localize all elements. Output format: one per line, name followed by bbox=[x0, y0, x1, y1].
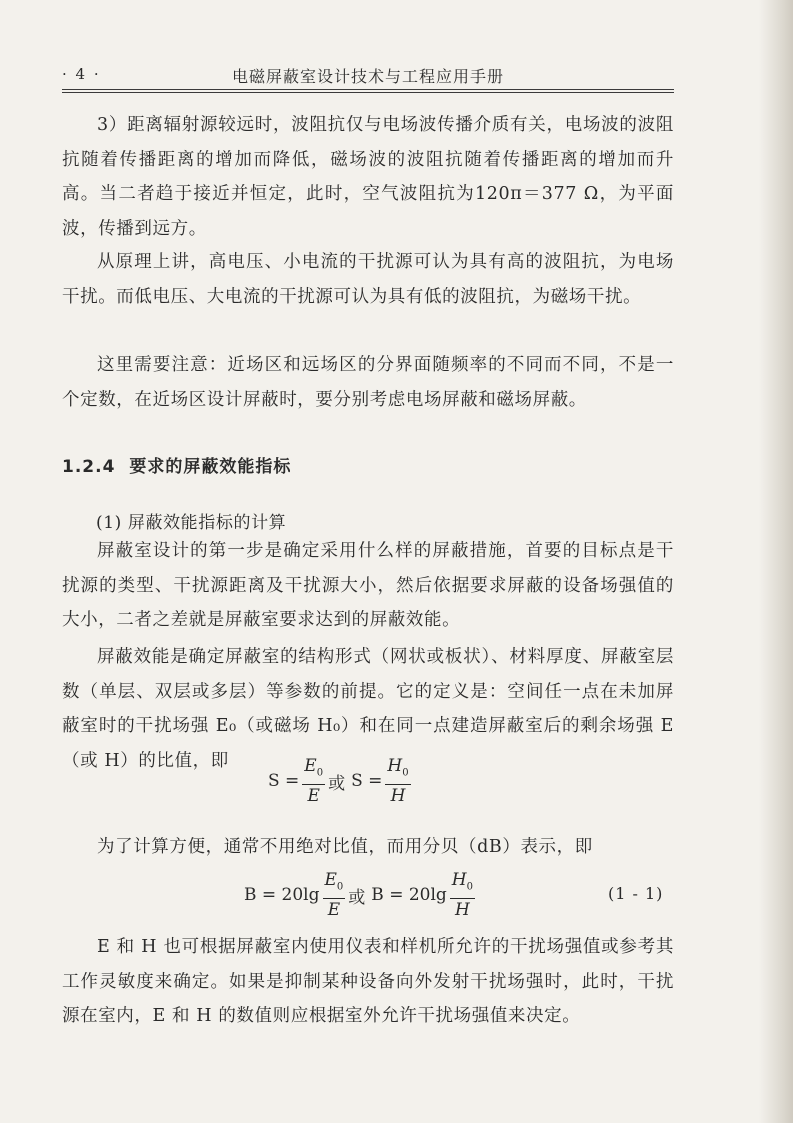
section-title: 要求的屏蔽效能指标 bbox=[129, 457, 292, 477]
running-header bbox=[62, 62, 674, 90]
header-rule-top bbox=[62, 89, 674, 90]
paragraph-principle: 从原理上讲，高电压、小电流的干扰源可认为具有高的波阻抗，为电场干扰。而低电压、大电流的干扰源可认为具有低的波阻抗，为磁场干扰。 bbox=[62, 252, 674, 307]
paragraph-decibel: 为了计算方便，通常不用绝对比值，而用分贝（dB）表示，即 bbox=[97, 837, 593, 857]
paragraph-field-values: E 和 H 也可根据屏蔽室内使用仪表和样机所允许的干扰场强值或参考其工作灵敏度来确定。如果是抑制某种设备向外发射干扰场强时，此时，干扰源在室内，E 和 H 的数值则应根据室外允许干扰场强值来决定。 bbox=[62, 937, 674, 1026]
fraction-h: $\frac{H_0}{H}$ bbox=[387, 756, 409, 807]
formula-ratio bbox=[268, 756, 414, 806]
header-rule-bottom bbox=[62, 92, 674, 93]
formula-db-lhs2: B = 20lg bbox=[371, 885, 447, 906]
section-heading bbox=[62, 452, 291, 477]
paragraph-design-step: 屏蔽室设计的第一步是确定采用什么样的屏蔽措施，首要的目标点是干扰源的类型、干扰源距离及干扰源大小，然后依据要求屏蔽的设备场强值的大小，二者之差就是屏蔽室要求达到的屏蔽效能。 bbox=[62, 541, 674, 630]
paragraph-note: 这里需要注意：近场区和远场区的分界面随频率的不同而不同，不是一个定数，在近场区设计屏蔽时，要分别考虑电场屏蔽和磁场屏蔽。 bbox=[62, 355, 674, 410]
page-number: · 4 · bbox=[62, 65, 101, 83]
section-number: 1.2.4 bbox=[62, 457, 116, 477]
formula-db-lhs: B = 20lg bbox=[244, 885, 320, 906]
formula-ratio-lhs: S = bbox=[268, 771, 300, 792]
book-title: 电磁屏蔽室设计技术与工程应用手册 bbox=[231, 67, 504, 86]
fraction-db-h: $\frac{H_0}{H}$ bbox=[451, 870, 473, 921]
formula-ratio-or: 或 bbox=[328, 773, 346, 794]
equation-number: (1 - 1) bbox=[608, 884, 664, 903]
paragraph-far-field: 3）距离辐射源较远时，波阻抗仅与电场波传播介质有关，电场波的波阻抗随着传播距离的增加而降低，磁场波的波阻抗随着传播距离的增加而升高。当二者趋于接近并恒定，此时，空气波阻抗为120π＝377 Ω，为平面波，传播到远方。 bbox=[62, 115, 674, 239]
subsection-title: (1) 屏蔽效能指标的计算 bbox=[96, 513, 287, 533]
fraction-db-e: $\frac{E_0}{E}$ bbox=[324, 870, 344, 921]
binding-shadow bbox=[759, 0, 793, 1123]
formula-db-or: 或 bbox=[348, 887, 366, 908]
formula-ratio-lhs2: S = bbox=[351, 771, 383, 792]
paragraph-definition: 屏蔽效能是确定屏蔽室的结构形式（网状或板状）、材料厚度、屏蔽室层数（单层、双层或多层）等参数的前提。它的定义是：空间任一点在未加屏蔽室时的干扰场强 E₀（或磁场 H₀）和在同一点建造屏蔽室后的剩余场强 E（或 H）的比值，即 bbox=[62, 647, 674, 771]
fraction-e: $\frac{E_0}{E}$ bbox=[304, 756, 324, 807]
formula-decibel bbox=[244, 870, 478, 920]
